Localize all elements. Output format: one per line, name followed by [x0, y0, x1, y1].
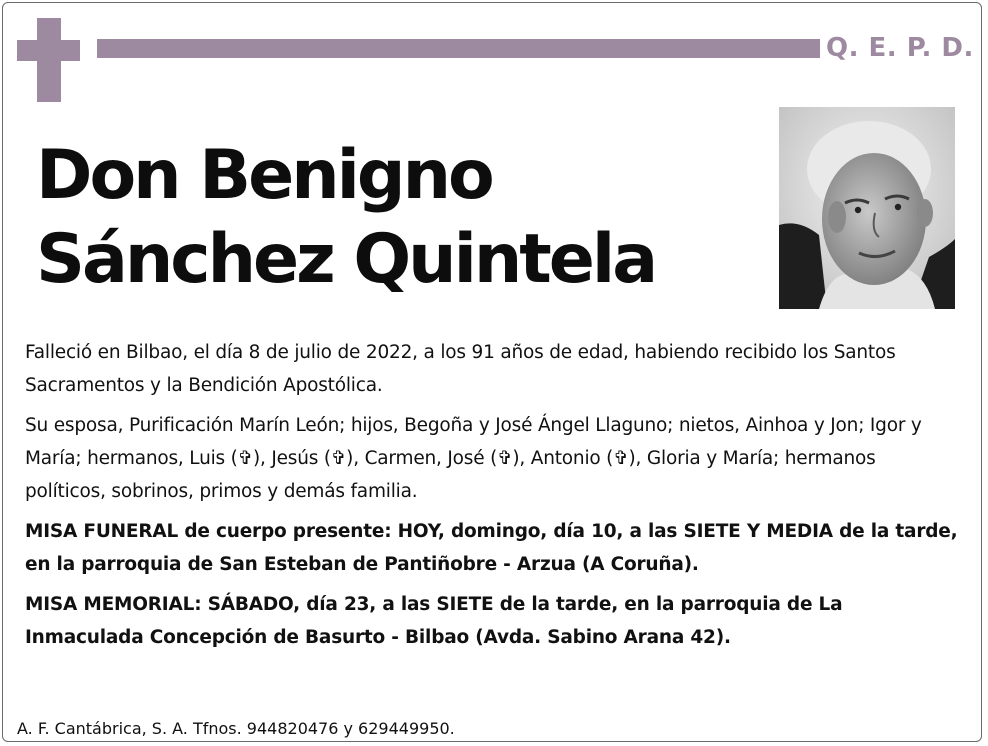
memorial-mass-paragraph: MISA MEMORIAL: SÁBADO, día 23, a las SIETE de la tarde, en la parroquia de La Inmaculada Concepción de Basurto - Bilbao (Avda. Sabino Arana 42).	[25, 594, 843, 648]
deceased-name-line-2: Sánchez Quintela	[36, 220, 656, 299]
deceased-name	[36, 134, 655, 302]
qepd-label: Q. E. P. D.	[826, 33, 974, 63]
funeral-mass-paragraph: MISA FUNERAL de cuerpo presente: HOY, domingo, día 10, a las SIETE Y MEDIA de la tarde, en la parroquia de San Esteban de Pantiñobre - Arzua (A Coruña).	[25, 521, 958, 575]
death-paragraph: Falleció en Bilbao, el día 8 de julio de 2022, a los 91 años de edad, habiendo recibido los Santos Sacramentos y la Bendición Apostólica.	[25, 342, 896, 396]
cross-horizontal-beam	[17, 40, 80, 61]
deceased-name-line-1: Don Benigno	[36, 136, 492, 215]
family-paragraph: Su esposa, Purificación Marín León; hijos, Begoña y José Ángel Llaguno; nietos, Ainhoa y Jon; Igor y María; hermanos, Luis (✞), Jesús (✞), Carmen, José (✞), Antonio (✞), Gloria y María; hermanos políticos, sobrinos, primos y demás familia.	[25, 415, 922, 502]
notice-body	[25, 336, 960, 661]
portrait-photo	[779, 107, 955, 309]
header-rule	[97, 39, 820, 58]
funeral-home-footer: A. F. Cantábrica, S. A. Tfnos. 944820476 y 629449950.	[17, 719, 455, 738]
